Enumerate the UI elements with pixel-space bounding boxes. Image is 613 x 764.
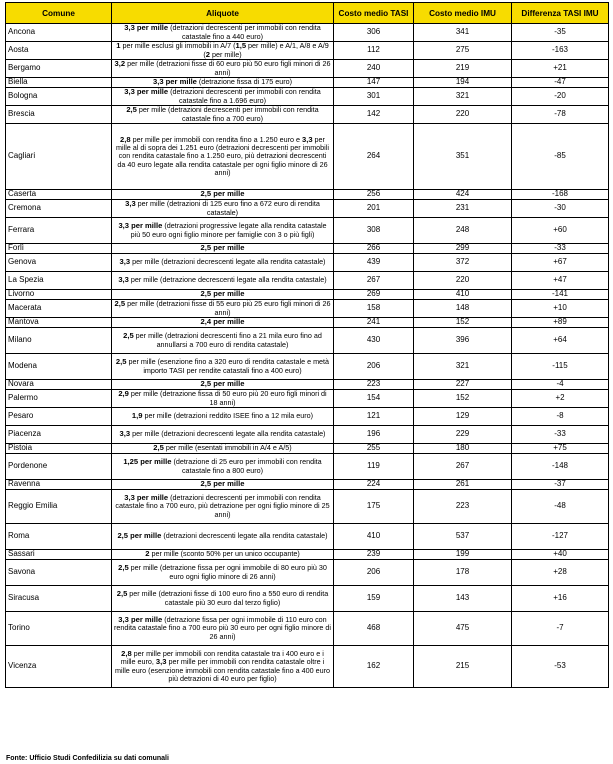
differenza-cell: -48: [512, 490, 609, 524]
table-row: [6, 60, 609, 78]
differenza-cell: -33: [512, 426, 609, 444]
costo-imu-cell: 341: [414, 24, 512, 42]
rate-bold: 3,3: [125, 199, 136, 209]
rate-text: per mille (detrazioni decrescenti legate alla rendita catastale): [130, 429, 326, 439]
costo-tasi-cell: 308: [334, 218, 414, 244]
aliquote-cell: [112, 380, 334, 390]
comune-cell: Mantova: [6, 318, 112, 328]
rate-text: (detrazioni decrescenti per immobili con rendita catastale fino a 440 euro): [168, 23, 321, 41]
rate-bold: 2: [145, 549, 150, 559]
differenza-cell: -33: [512, 244, 609, 254]
aliquote-cell: [112, 244, 334, 254]
rate-bold: 2,5 per mille: [117, 531, 162, 541]
costo-tasi-cell: 410: [334, 524, 414, 550]
aliquote-cell: [112, 408, 334, 426]
costo-tasi-cell: 468: [334, 612, 414, 646]
costo-tasi-cell: 119: [334, 454, 414, 480]
comune-cell: Biella: [6, 78, 112, 88]
rate-text: per mille (detrazione decrescenti legate alla rendita catastale): [128, 275, 327, 285]
table-row: [6, 480, 609, 490]
costo-tasi-cell: 206: [334, 354, 414, 380]
costo-imu-cell: 537: [414, 524, 512, 550]
costo-tasi-cell: 306: [334, 24, 414, 42]
rate-bold: 3,3: [119, 429, 131, 439]
rate-bold: 3,3 per mille: [153, 77, 197, 87]
differenza-cell: -7: [512, 612, 609, 646]
aliquote-cell: [112, 646, 334, 688]
aliquote-cell: [112, 190, 334, 200]
rate-text: per mille): [210, 49, 242, 59]
header-comune: Comune: [6, 3, 112, 24]
table-row: [6, 272, 609, 290]
differenza-cell: +40: [512, 550, 609, 560]
aliquote-cell: [112, 290, 334, 300]
costo-imu-cell: 194: [414, 78, 512, 88]
table-row: [6, 218, 609, 244]
aliquote-cell: [112, 60, 334, 78]
rate-text: per mille (detrazioni decrescenti legate alla rendita catastale): [130, 257, 326, 267]
costo-tasi-cell: 196: [334, 426, 414, 444]
comune-cell: Siracusa: [6, 586, 112, 612]
rate-bold: 2,8: [120, 135, 131, 145]
comune-cell: Reggio Emilia: [6, 490, 112, 524]
aliquote-cell: [112, 444, 334, 454]
comune-cell: Piacenza: [6, 426, 112, 444]
costo-imu-cell: 299: [414, 244, 512, 254]
rate-text: per mille per immobili con rendita catastale oltre i mille euro (esenzione immobili con rendita catastale fino a 400 euro più detrazioni di 40 euro per figlio): [115, 657, 330, 683]
rate-text: (detrazione fissa per ogni immobile di 110 euro con rendita catastale fino a 700 euro più 30 euro per ogni figlio minore di 26 anni): [114, 615, 331, 641]
costo-imu-cell: 220: [414, 106, 512, 124]
rate-text: per mille per immobili con rendita fino a 1.250 euro e: [130, 135, 302, 145]
comune-cell: La Spezia: [6, 272, 112, 290]
costo-imu-cell: 148: [414, 300, 512, 318]
rate-text: per mille (detrazioni fisse di 100 euro fino a 550 euro di rendita catastale più 30 euro dal terzo figlio): [127, 589, 329, 607]
differenza-cell: -53: [512, 646, 609, 688]
aliquote-cell: [112, 78, 334, 88]
costo-imu-cell: 372: [414, 254, 512, 272]
aliquote-cell: [112, 300, 334, 318]
costo-tasi-cell: 439: [334, 254, 414, 272]
aliquote-cell: [112, 124, 334, 190]
costo-imu-cell: 227: [414, 380, 512, 390]
costo-imu-cell: 267: [414, 454, 512, 480]
comune-cell: Cagliari: [6, 124, 112, 190]
rate-bold: 2,5: [123, 331, 134, 341]
costo-imu-cell: 143: [414, 586, 512, 612]
table-row: [6, 560, 609, 586]
costo-imu-cell: 248: [414, 218, 512, 244]
comune-cell: Savona: [6, 560, 112, 586]
costo-tasi-cell: 266: [334, 244, 414, 254]
rate-text: per mille (detrazioni di 125 euro fino a 672 euro di rendita catastale): [135, 199, 320, 217]
rate-bold: 2,5 per mille: [200, 479, 245, 489]
costo-imu-cell: 229: [414, 426, 512, 444]
costo-tasi-cell: 158: [334, 300, 414, 318]
comune-cell: Torino: [6, 612, 112, 646]
table-row: [6, 190, 609, 200]
costo-imu-cell: 180: [414, 444, 512, 454]
differenza-cell: -85: [512, 124, 609, 190]
rate-bold: 3,3 per mille: [118, 221, 163, 231]
costo-imu-cell: 219: [414, 60, 512, 78]
differenza-cell: -168: [512, 190, 609, 200]
costo-tasi-cell: 121: [334, 408, 414, 426]
comune-cell: Ancona: [6, 24, 112, 42]
costo-tasi-cell: 147: [334, 78, 414, 88]
rate-bold: 3,2: [114, 59, 126, 69]
costo-tasi-cell: 269: [334, 290, 414, 300]
table-row: [6, 328, 609, 354]
differenza-cell: -20: [512, 88, 609, 106]
differenza-cell: -35: [512, 24, 609, 42]
aliquote-cell: [112, 354, 334, 380]
comune-cell: Sassari: [6, 550, 112, 560]
costo-tasi-cell: 264: [334, 124, 414, 190]
costo-imu-cell: 231: [414, 200, 512, 218]
costo-imu-cell: 215: [414, 646, 512, 688]
aliquote-cell: [112, 42, 334, 60]
aliquote-cell: [112, 612, 334, 646]
table-row: [6, 380, 609, 390]
rate-bold: 1,25 per mille: [123, 457, 172, 467]
table-row: [6, 454, 609, 480]
rate-text: per mille (detrazione fissa per ogni immobile di 80 euro più 30 euro ogni figlio minore di 26 anni): [128, 563, 327, 581]
aliquote-cell: [112, 490, 334, 524]
aliquote-cell: [112, 218, 334, 244]
rate-text: per mille (detrazione fissa di 50 euro più 20 euro figli minori di 18 anni): [128, 389, 327, 407]
differenza-cell: +89: [512, 318, 609, 328]
differenza-cell: -115: [512, 354, 609, 380]
aliquote-cell: [112, 524, 334, 550]
table-row: [6, 318, 609, 328]
comune-cell: Brescia: [6, 106, 112, 124]
rate-bold: 2,8: [121, 649, 132, 659]
aliquote-cell: [112, 24, 334, 42]
comune-cell: Pordenone: [6, 454, 112, 480]
rate-text: (detrazione fissa di 175 euro): [196, 77, 292, 87]
comune-cell: Bologna: [6, 88, 112, 106]
comune-cell: Novara: [6, 380, 112, 390]
differenza-cell: +75: [512, 444, 609, 454]
differenza-cell: +64: [512, 328, 609, 354]
rate-text: per mille (detrazioni decrescenti fino a 21 mila euro fino ad annullarsi a 700 euro di rendita catastale): [133, 331, 322, 349]
rate-text: per mille (detrazioni fisse di 55 euro più 25 euro figli minori di 26 anni): [125, 299, 331, 317]
rate-text: per mille esclusi gli immobili in A/7 (: [120, 41, 236, 51]
aliquote-cell: [112, 426, 334, 444]
table-row: [6, 24, 609, 42]
aliquote-cell: [112, 328, 334, 354]
costo-tasi-cell: 255: [334, 444, 414, 454]
differenza-cell: -30: [512, 200, 609, 218]
rate-bold: 2,5 per mille: [200, 189, 245, 199]
table-row: [6, 490, 609, 524]
rate-bold: 3,3: [118, 275, 129, 285]
comune-cell: Ferrara: [6, 218, 112, 244]
rate-text: per mille (esenzione fino a 320 euro di rendita catastale e metà importo TASI per rendite catastali fino a 400 euro): [126, 357, 330, 375]
rate-bold: 3,3 per mille: [124, 87, 169, 97]
rate-text: (detrazioni decrescenti per immobili con rendita catastale fino a 700 euro, più detrazione per ogni figlio minore di 25 anni): [115, 493, 330, 519]
rate-bold: 2,5: [153, 443, 164, 453]
rate-text: per mille (esentati immobili in A/4 e A/5): [163, 443, 292, 453]
rate-text: (detrazioni decrescenti per immobili con rendita catastale fino a 1.696 euro): [168, 87, 321, 105]
costo-imu-cell: 321: [414, 354, 512, 380]
costo-imu-cell: 475: [414, 612, 512, 646]
comune-cell: Caserta: [6, 190, 112, 200]
costo-imu-cell: 223: [414, 490, 512, 524]
rate-bold: 2,5: [115, 357, 127, 367]
costo-imu-cell: 351: [414, 124, 512, 190]
table-row: [6, 88, 609, 106]
table-row: [6, 78, 609, 88]
rate-bold: 2: [205, 49, 211, 59]
rate-bold: 3,3: [302, 135, 313, 145]
differenza-cell: -37: [512, 480, 609, 490]
aliquote-cell: [112, 550, 334, 560]
rate-text: (detrazioni progressive legate alla rendita catastale più 50 euro ogni figlio minore per famiglie con 3 o più figli): [130, 221, 327, 239]
rate-bold: 2,5: [126, 105, 137, 115]
header-aliquote: Aliquote: [112, 3, 334, 24]
rate-bold: 2,9: [118, 389, 129, 399]
rate-bold: 3,3 per mille: [124, 23, 169, 33]
rate-bold: 3,3 per mille: [118, 615, 163, 625]
comune-cell: Aosta: [6, 42, 112, 60]
table-row: [6, 444, 609, 454]
source-note: Fonte: Ufficio Studi Confedilizia su dati comunali: [6, 755, 169, 762]
costo-tasi-cell: 142: [334, 106, 414, 124]
rate-bold: 3,3: [155, 657, 167, 667]
comune-cell: Palermo: [6, 390, 112, 408]
comune-cell: Cremona: [6, 200, 112, 218]
table-row: [6, 124, 609, 190]
table-row: [6, 290, 609, 300]
comune-cell: Vicenza: [6, 646, 112, 688]
comune-cell: Forlì: [6, 244, 112, 254]
table-row: [6, 354, 609, 380]
costo-tasi-cell: 159: [334, 586, 414, 612]
rate-text: per mille al di sopra dei 1.251 euro (detrazioni decrescenti per immobili con rendita catastale fino a 1.250 euro, più detrazioni decrescenti da 40 euro legate alla rendita catastale per ogni figlio minore di 26 anni): [116, 135, 329, 177]
differenza-cell: +60: [512, 218, 609, 244]
table-row: [6, 612, 609, 646]
costo-tasi-cell: 240: [334, 60, 414, 78]
rate-text: per mille (detrazioni fisse di 60 euro più 50 euro figli minori di 26 anni): [125, 59, 331, 77]
differenza-cell: -141: [512, 290, 609, 300]
costo-imu-cell: 275: [414, 42, 512, 60]
table-row: [6, 200, 609, 218]
differenza-cell: -8: [512, 408, 609, 426]
aliquote-cell: [112, 454, 334, 480]
table-row: [6, 300, 609, 318]
comune-cell: Milano: [6, 328, 112, 354]
table-row: [6, 426, 609, 444]
rate-bold: 2,5 per mille: [200, 243, 245, 253]
table-row: [6, 408, 609, 426]
costo-tasi-cell: 301: [334, 88, 414, 106]
costo-imu-cell: 220: [414, 272, 512, 290]
table-row: [6, 586, 609, 612]
table-row: [6, 42, 609, 60]
costo-tasi-cell: 267: [334, 272, 414, 290]
costo-tasi-cell: 256: [334, 190, 414, 200]
comune-cell: Bergamo: [6, 60, 112, 78]
costo-tasi-cell: 206: [334, 560, 414, 586]
costo-imu-cell: 321: [414, 88, 512, 106]
table-row: [6, 254, 609, 272]
comune-cell: Genova: [6, 254, 112, 272]
costo-imu-cell: 261: [414, 480, 512, 490]
rate-bold: 2,5: [116, 589, 128, 599]
comune-cell: Macerata: [6, 300, 112, 318]
rate-bold: 2,5 per mille: [200, 379, 245, 389]
table-body: [6, 24, 609, 688]
rate-bold: 1,9: [131, 411, 143, 421]
costo-imu-cell: 152: [414, 390, 512, 408]
table-row: [6, 390, 609, 408]
costo-tasi-cell: 162: [334, 646, 414, 688]
rate-text: (detrazione di 25 euro per immobili con rendita catastale fino a 800 euro): [171, 457, 322, 475]
aliquote-cell: [112, 390, 334, 408]
differenza-cell: -127: [512, 524, 609, 550]
table-row: [6, 646, 609, 688]
aliquote-cell: [112, 586, 334, 612]
rate-bold: 3,3 per mille: [124, 493, 169, 503]
table-row: [6, 524, 609, 550]
aliquote-cell: [112, 272, 334, 290]
rate-text: per mille per immobili con rendita catastale tra i 400 euro e i mille euro,: [120, 649, 324, 667]
comune-cell: Modena: [6, 354, 112, 380]
costo-tasi-cell: 430: [334, 328, 414, 354]
costo-tasi-cell: 241: [334, 318, 414, 328]
header-differenza: Differenza TASI IMU: [512, 3, 609, 24]
differenza-cell: +21: [512, 60, 609, 78]
aliquote-cell: [112, 88, 334, 106]
aliquote-cell: [112, 106, 334, 124]
rate-bold: 2,5 per mille: [200, 289, 245, 299]
differenza-cell: -148: [512, 454, 609, 480]
costo-imu-cell: 178: [414, 560, 512, 586]
differenza-cell: +47: [512, 272, 609, 290]
costo-tasi-cell: 239: [334, 550, 414, 560]
rate-text: per mille (sconto 50% per un unico occupante): [149, 549, 300, 559]
costo-imu-cell: 424: [414, 190, 512, 200]
differenza-cell: -163: [512, 42, 609, 60]
differenza-cell: -78: [512, 106, 609, 124]
comune-cell: Pesaro: [6, 408, 112, 426]
rate-bold: 3,3: [119, 257, 131, 267]
rate-text: (detrazioni decrescenti legate alla rendita catastale): [161, 531, 328, 541]
rate-text: per mille (detrazioni decrescenti per immobili con rendita catastale fino a 700 euro): [136, 105, 319, 123]
differenza-cell: +16: [512, 586, 609, 612]
costo-tasi-cell: 201: [334, 200, 414, 218]
aliquote-cell: [112, 480, 334, 490]
rate-bold: 2,4 per mille: [200, 317, 245, 327]
aliquote-cell: [112, 560, 334, 586]
costo-imu-cell: 129: [414, 408, 512, 426]
costo-tasi-cell: 224: [334, 480, 414, 490]
tasi-imu-table: [5, 2, 609, 688]
rate-bold: 1: [116, 41, 121, 51]
costo-imu-cell: 152: [414, 318, 512, 328]
comune-cell: Pistoia: [6, 444, 112, 454]
differenza-cell: -47: [512, 78, 609, 88]
costo-imu-cell: 396: [414, 328, 512, 354]
differenza-cell: +28: [512, 560, 609, 586]
aliquote-cell: [112, 254, 334, 272]
aliquote-cell: [112, 318, 334, 328]
header-row: [6, 3, 609, 24]
rate-text: per mille) e A/1, A/8 e A/9 (: [203, 41, 329, 59]
costo-tasi-cell: 154: [334, 390, 414, 408]
rate-bold: 2,5: [114, 299, 126, 309]
rate-bold: 2,5: [118, 563, 129, 573]
costo-tasi-cell: 223: [334, 380, 414, 390]
header-costo-tasi: Costo medio TASI: [334, 3, 414, 24]
costo-imu-cell: 199: [414, 550, 512, 560]
rate-bold: 1,5: [235, 41, 247, 51]
rate-text: per mille (detrazioni reddito ISEE fino a 12 mila euro): [142, 411, 314, 421]
comune-cell: Ravenna: [6, 480, 112, 490]
costo-imu-cell: 410: [414, 290, 512, 300]
comune-cell: Livorno: [6, 290, 112, 300]
table-row: [6, 550, 609, 560]
differenza-cell: -4: [512, 380, 609, 390]
costo-tasi-cell: 175: [334, 490, 414, 524]
costo-tasi-cell: 112: [334, 42, 414, 60]
differenza-cell: +67: [512, 254, 609, 272]
differenza-cell: +2: [512, 390, 609, 408]
header-costo-imu: Costo medio IMU: [414, 3, 512, 24]
aliquote-cell: [112, 200, 334, 218]
differenza-cell: +10: [512, 300, 609, 318]
table-row: [6, 106, 609, 124]
table-row: [6, 244, 609, 254]
comune-cell: Roma: [6, 524, 112, 550]
